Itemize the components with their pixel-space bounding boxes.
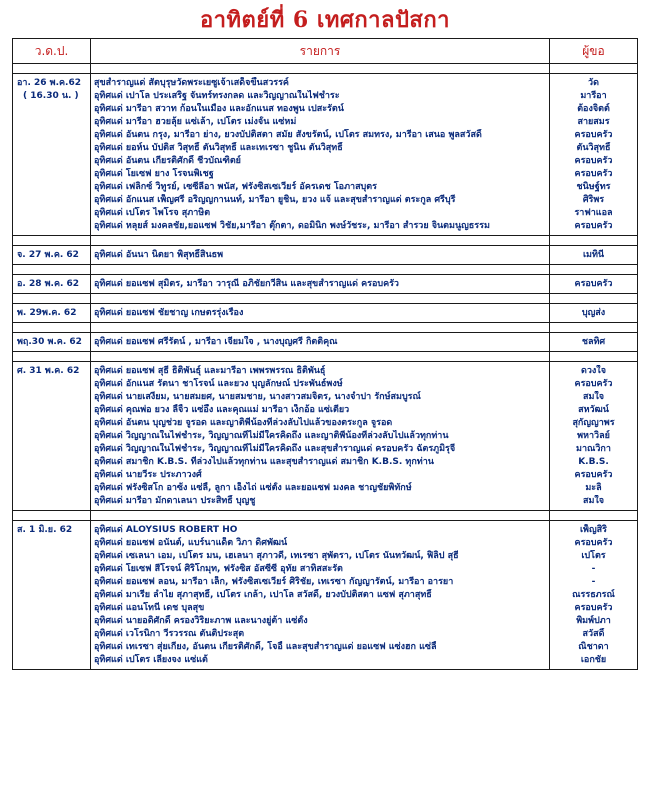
requester-name: ตันวิสุทธิ์ (576, 143, 611, 153)
spacer-cell (13, 236, 91, 246)
intention-item: อุทิศแด่ มารีอา สวาท ก้อนในเมือง และอักแนส ทองพูน เปสะรัตน์ (94, 104, 344, 114)
section-spacer (13, 352, 638, 362)
spacer-cell (13, 323, 91, 333)
spacer-cell (550, 64, 638, 74)
section-spacer (13, 236, 638, 246)
intention-item: อุทิศแด่ วิญญาณในไฟชำระ, วิญญาณที่ไม่มีใครคิดถึง และญาติพี่น้องที่ล่วงลับไปแล้วทุกท่าน (94, 431, 449, 441)
requester-name: ครอบครัว (574, 603, 613, 613)
intention-item: อุทิศแด่ วิญญาณในไฟชำระ, วิญญาณที่ไม่มีใครคิดถึง และสุขสำราญแด่ ครอบครัว ฉัตรภูมิรุจี (94, 444, 456, 454)
intention-item: อุทิศแด่ อันนา นิตยา พิสุทธิ์สินธพ (94, 250, 224, 260)
requester-name: สายสมร (577, 117, 610, 127)
table-row (13, 246, 638, 265)
date-label: พฤ.30 พ.ค. 62 (17, 337, 82, 347)
items-cell (91, 74, 550, 236)
requester-cell (550, 362, 638, 511)
requester-name: เพ็ญสิริ (579, 525, 607, 535)
intention-item: อุทิศแด่ คุณพ่อ ยวง ลี้จิ้ว แซ่อึ้ง และคุณแม่ มารีอา เง็กอ้อ แซ่เตียว (94, 405, 350, 415)
items-cell (91, 275, 550, 294)
section-spacer (13, 64, 638, 74)
table-row (13, 333, 638, 352)
intention-item: อุทิศแด่ นายอดิศักดิ์ ครองวิริยะภาพ และนางยู่ต้า แซ่ตั้ง (94, 616, 308, 626)
date-cell (13, 304, 91, 323)
intention-item: อุทิศแด่ โยเซฟ สีโรจน์ ศิริโกมุท, ฟรังซิส อัสซีซี อุทัย สาทิสสะรัต (94, 564, 343, 574)
intention-item: อุทิศแด่ อันตน เกียรติศักดิ์ ชีวบัณฑิตย์ (94, 156, 241, 166)
requester-name: - (591, 564, 596, 574)
date-label: พ. 29พ.ค. 62 (17, 308, 77, 318)
header-items: รายการ (91, 39, 550, 64)
date-label: อา. 26 พ.ค.62 (17, 78, 81, 88)
table-header-row (13, 39, 638, 64)
date-label: ส. 1 มิ.ย. 62 (17, 525, 73, 535)
intention-item: อุทิศแด่ เซเลนา เอม, เปโตร มน, เฮเลนา สุภาวดี, เทเรซา สุพัตรา, เปโตร นันทวัฒน์, ฟิลิป สุธี (94, 551, 459, 561)
intention-item: อุทิศแด่ เปาโล ประเสริฐ จันทร์ทรงกลด และวิญญาณในไฟชำระ (94, 91, 340, 101)
table-row (13, 362, 638, 511)
table-row (13, 275, 638, 294)
header-requester: ผู้ขอ (550, 39, 638, 64)
requester-name: เอกชัย (580, 655, 607, 665)
intention-item: อุทิศแด่ ฟรังซิสโก อาซ้ง แซ่ลี้, ลูกา เอ็งไถ่ แซ่ตั้ง และยอแซฟ มงคล ชาญชัยพิทักษ์ (94, 483, 412, 493)
intention-item: อุทิศแด่ สมาชิก K.B.S. ที่ล่วงไปแล้วทุกท่าน และสุขสำราญแด่ สมาชิก K.B.S. ทุกท่าน (94, 457, 434, 467)
spacer-cell (13, 64, 91, 74)
date-label: อ. 28 พ.ค. 62 (17, 279, 80, 289)
header-date: ว.ด.ป. (13, 39, 91, 64)
requester-name: ครอบครัว (574, 156, 613, 166)
intention-item: อุทิศแด่ นายเสงี่ยม, นายสมยศ, นายสมชาย, นางสาวสมจิตร, นางจำปา รักษ์สมบูรณ์ (94, 392, 421, 402)
date-cell (13, 521, 91, 670)
intention-item: อุทิศแด่ หลุยส์ มงคลชัย,ยอแซฟ วิชัย,มารีอา ตุ๊กตา, ดอมินิก พงษ์วัชระ, มารีอา สำรวย จินตมนูญธรรม (94, 221, 490, 231)
spacer-cell (13, 511, 91, 521)
requester-name: ครอบครัว (574, 379, 613, 389)
requester-name: ชนิษฐ์ทร (576, 182, 611, 192)
section-spacer (13, 511, 638, 521)
requester-cell (550, 74, 638, 236)
requester-name: ต้องจิตต์ (577, 104, 610, 114)
section-spacer (13, 323, 638, 333)
intention-item: อุทิศแด่ มารีอา ฮวยลุ้ย แซ่เล้า, เปโตร เม่งจั้น แซ่หม่ (94, 117, 297, 127)
requester-name: ครอบครัว (574, 221, 613, 231)
table-row (13, 304, 638, 323)
requester-name: สมใจ (582, 392, 605, 402)
spacer-cell (550, 352, 638, 362)
date-cell (13, 362, 91, 511)
requester-name: สหวัฒน์ (578, 405, 609, 415)
intention-item: อุทิศแด่ โยเซฟ ยาง โรจนพิเชฐ (94, 169, 214, 179)
intention-item: อุทิศแด่ มารีอา มักดาเลนา ประสิทธิ์ บุญชู (94, 496, 256, 506)
intention-item: อุทิศแด่ เปโตร ไพโรจ สุภาษิต (94, 208, 211, 218)
requester-name: - (591, 577, 596, 587)
intention-item: อุทิศแด่ นายวีระ ประภาวงศ์ (94, 470, 202, 480)
page-title: อาทิตย์ที่ 6 เทศกาลปัสกา (199, 7, 451, 33)
requester-cell (550, 246, 638, 265)
items-cell (91, 304, 550, 323)
requester-cell (550, 521, 638, 670)
intention-item: อุทิศแด่ ยอแซฟ อนันต์, แบร์นาแด็ต วิภา ดิศพัฒน์ (94, 538, 288, 548)
intention-item: อุทิศแด่ อักแนส เพ็ญศรี อริญญกานนท์, มารีอา ยูชิน, ยวง แจ้ และสุขสำราญแด่ ตระกูล ศรีบุรี (94, 195, 456, 205)
intention-item: อุทิศแด่ ยอแซฟ ลอน, มารีอา เล็ก, ฟรังซิสเซเวียร์ ศิริชัย, เทเรซา กัญญารัตน์, มารีอา อารยา (94, 577, 454, 587)
requester-name: ณรรธภรณ์ (572, 590, 615, 600)
date-label: ศ. 31 พ.ค. 62 (17, 366, 80, 376)
requester-name: ศิริพร (582, 195, 605, 205)
intention-item: อุทิศแด่ เวโรนิกา วีรวรรณ ตันติประสุต (94, 629, 245, 639)
spacer-cell (550, 323, 638, 333)
requester-name: วัด (588, 78, 599, 88)
time-label: ( 16.30 น. ) (23, 91, 79, 101)
items-cell (91, 333, 550, 352)
spacer-cell (13, 265, 91, 275)
date-cell (13, 74, 91, 236)
date-cell (13, 333, 91, 352)
spacer-cell (91, 352, 550, 362)
spacer-cell (550, 265, 638, 275)
requester-name: มารีอา (580, 91, 607, 101)
requester-name: พหาวิลย์ (577, 431, 610, 441)
intention-item: อุทิศแด่ ALOYSIUS ROBERT HO (94, 525, 238, 535)
requester-name: สมใจ (582, 496, 605, 506)
spacer-cell (91, 265, 550, 275)
table-body (13, 64, 638, 670)
requester-name: ดวงใจ (581, 366, 606, 376)
spacer-cell (13, 294, 91, 304)
requester-name: K.B.S. (578, 457, 609, 467)
requester-name: สวัสดิ์ (582, 629, 605, 639)
spacer-cell (91, 64, 550, 74)
requester-name: พิมพ์ปภา (576, 616, 611, 626)
mass-intention-table (12, 38, 638, 670)
section-spacer (13, 265, 638, 275)
intention-item: อุทิศแด่ มาเรีย ลำไย สุภาสุทธิ์, เปโตร เกล้า, เปาโล สวัสดิ์, ยวงบัปติสตา แซฟ สุภาสุทธิ์ (94, 590, 432, 600)
intention-item: อุทิศแด่ ยอแซฟ ศรีรัตน์ , มารีอา เจียมใจ , นางบุญศรี กิตติคุณ (94, 337, 338, 347)
requester-cell (550, 333, 638, 352)
requester-name: ครอบครัว (574, 279, 613, 289)
spacer-cell (13, 352, 91, 362)
spacer-cell (91, 294, 550, 304)
table-row (13, 74, 638, 236)
date-cell (13, 246, 91, 265)
requester-name: เมทินี (582, 250, 605, 260)
intention-item: อุทิศแด่ ยอห์น บัปติส วิสุทธิ์ ตันวิสุทธิ์ และเทเรซา ชูนิน ตันวิสุทธิ์ (94, 143, 343, 153)
intention-item: อุทิศแด่ ยอแซฟ ชัยชาญ เกษตรรุ่งเรือง (94, 308, 244, 318)
date-label: จ. 27 พ.ค. 62 (17, 250, 79, 260)
intention-item: สุขสำราญแด่ สัตบุรุษวัดพระเยซูเจ้าเสด็จขึ้นสวรรค์ (94, 78, 289, 88)
requester-name: ชลทิศ (581, 337, 606, 347)
date-cell (13, 275, 91, 294)
requester-name: ครอบครัว (574, 130, 613, 140)
items-cell (91, 362, 550, 511)
requester-name: มะลิ (585, 483, 602, 493)
items-cell (91, 246, 550, 265)
requester-name: ราฟาแอล (574, 208, 613, 218)
intention-item: อุทิศแด่ อักแนส รัตนา ชาโรจน์ และยวง บุญลักษณ์ ประพันธ์พงษ์ (94, 379, 343, 389)
intention-item: อุทิศแด่ เฟลิกซ์ วิทูรย์, เซซีลีอา พนัส, ฟรังซิสเซเวียร์ อัครเดช โอภาสบุตร (94, 182, 377, 192)
section-spacer (13, 294, 638, 304)
requester-name: บุญส่ง (581, 308, 606, 318)
intention-item: อุทิศแด่ แอนโทนี่ เดช บุลสุข (94, 603, 205, 613)
requester-name: มาณวิกา (576, 444, 611, 454)
table-row (13, 521, 638, 670)
requester-name: ครอบครัว (574, 470, 613, 480)
spacer-cell (550, 511, 638, 521)
requester-name: ครอบครัว (574, 169, 613, 179)
spacer-cell (91, 511, 550, 521)
intention-item: อุทิศแด่ ยอแซฟ สุธี ธิติพันธุ์ และมารีอา เพพรพรรณ ธิติพันธุ์ (94, 366, 326, 376)
spacer-cell (91, 236, 550, 246)
intention-item: อุทิศแด่ ยอแซฟ สุมิตร, มารีอา วารุณี อภิชัยกวีสิน และสุขสำราญแด่ ครอบครัว (94, 279, 399, 289)
intention-item: อุทิศแด่ เปโตร เลี่ยงจง แซ่แต้ (94, 655, 208, 665)
requester-cell (550, 275, 638, 294)
intention-item: อุทิศแด่ อันตน กรุง, มารีอา ย่าง, ยวงบัปติสตา สมัย สังขรัตน์, เปโตร สมทรง, มารีอา เสนอ พูลสวัสดิ์ (94, 130, 482, 140)
requester-name: ณิชาดา (578, 642, 609, 652)
intention-item: อุทิศแด่ อันตน บุญช่วย จูรอด และญาติพี่น้องที่ล่วงลับไปแล้วของตระกูล จูรอด (94, 418, 393, 428)
requester-name: เปโตร (581, 551, 606, 561)
requester-name: ครอบครัว (574, 538, 613, 548)
items-cell (91, 521, 550, 670)
spacer-cell (91, 323, 550, 333)
requester-name: สุกัญญาพร (572, 418, 615, 428)
requester-cell (550, 304, 638, 323)
spacer-cell (550, 294, 638, 304)
spacer-cell (550, 236, 638, 246)
intention-item: อุทิศแด่ เทเรซา สุ่ยเกียง, อันตน เกียรติศักดิ์, โจอี้ และสุขสำราญแด่ ยอแซฟ แซ่งฮก แซ่ลี้ (94, 642, 437, 652)
